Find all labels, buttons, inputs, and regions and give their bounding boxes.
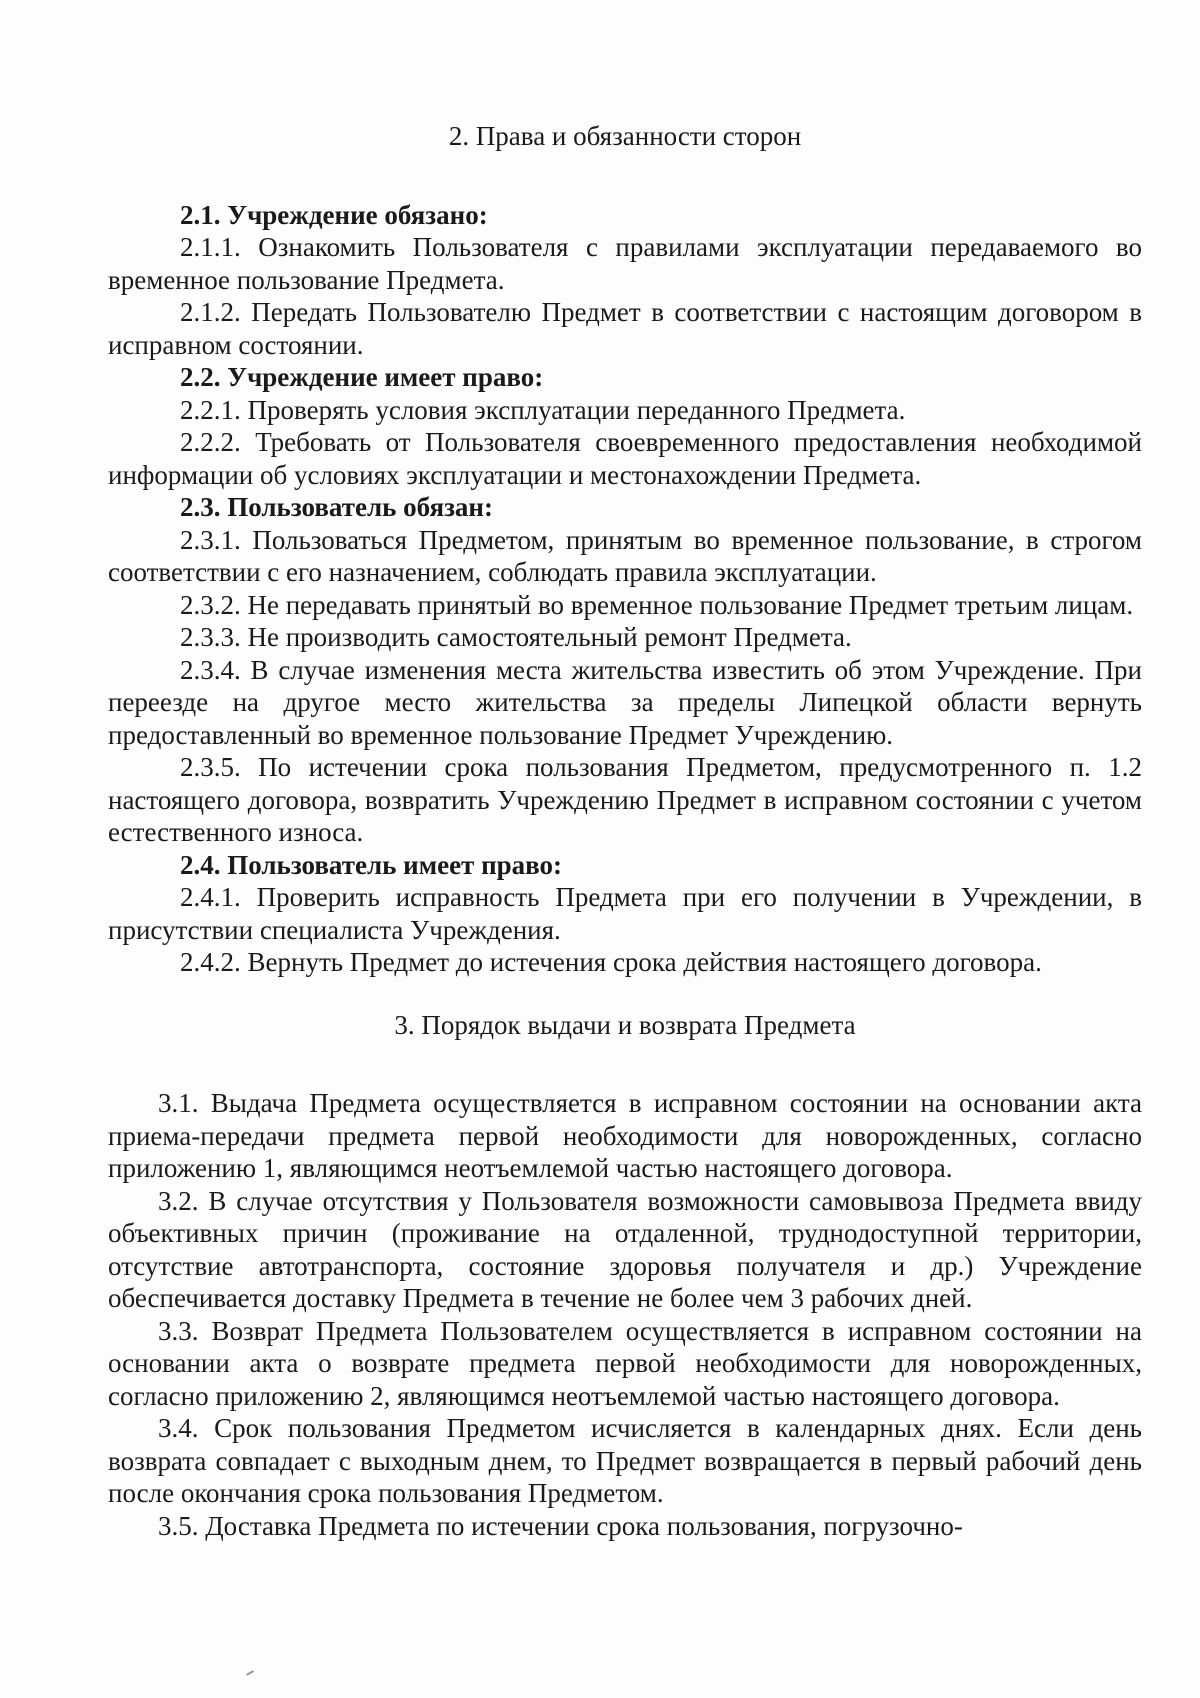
clause-paragraph: 2.2.1. Проверять условия эксплуатации переданного Предмета. [180,394,906,425]
clause-heading: 2.4. Пользователь имеет право: [180,849,563,880]
clause-paragraph: 2.4.2. Вернуть Предмет до истечения срока действия настоящего договора. [180,947,1042,977]
clause-paragraph: 2.1.1. Ознакомить Пользователя с правилами эксплуатации передаваемого во временное пользование Предмета. [108,232,1142,295]
clause-paragraph: 3.2. В случае отсутствия у Пользователя возможности самовывоза Предмета ввиду объективных причин (проживание на отдаленной, труднодоступной территории, отсутствие автотранспорта, состояние здоровья получателя и др.) Учреждение обеспечивается доставку Предмета в течение не более чем 3 рабочих дней. [108,1185,1142,1313]
section-title: 3. Порядок выдачи и возврата Предмета [394,1009,856,1040]
scan-artifact [246,1670,254,1676]
section-2 [108,120,1142,979]
clause-heading: 2.2. Учреждение имеет право: [180,362,544,392]
clause-paragraph: 3.4. Срок пользования Предметом исчисляется в календарных днях. Если день возврата совпадает с выходным днем, то Предмет возвращается в первый рабочий день после окончания срока пользования Предметом. [108,1413,1142,1508]
clause-heading: 2.1. Учреждение обязано: [180,199,488,230]
clause-paragraph: 3.1. Выдача Предмета осуществляется в исправном состоянии на основании акта приема-передачи предмета первой необходимости для новорожденных, согласно приложению 1, являющимся неотъемлемой частью настоящего договора. [108,1088,1142,1183]
section-title: 2. Права и обязанности сторон [448,121,802,151]
clause-paragraph: 2.3.3. Не производить самостоятельный ремонт Предмета. [180,622,852,652]
document-content [108,120,1142,1542]
section-3 [108,1009,1142,1543]
clause-paragraph: 2.1.2. Передать Пользователю Предмет в соответствии с настоящим договором в исправном состоянии. [108,297,1142,360]
clause-paragraph: 3.3. Возврат Предмета Пользователем осуществляется в исправном состоянии на основании акта о возврате предмета первой необходимости для новорожденных, согласно приложению 2, являющимся неотъемлемой частью настоящего договора. [108,1315,1142,1411]
clause-paragraph: 2.3.2. Не передавать принятый во временное пользование Предмет третьим лицам. [180,589,1134,620]
clause-paragraph: 2.4.1. Проверить исправность Предмета при его получении в Учреждении, в присутствии специалиста Учреждения. [108,882,1142,945]
clause-paragraph: 2.3.5. По истечении срока пользования Предметом, предусмотренного п. 1.2 настоящего договора, возвратить Учреждению Предмет в исправном состоянии с учетом естественного износа. [108,752,1142,847]
clause-paragraph: 2.3.4. В случае изменения места жительства известить об этом Учреждение. При переезде на другое место жительства за пределы Липецкой области вернуть предоставленный во временное пользование Предмет Учреждению. [108,654,1142,750]
clause-heading: 2.3. Пользователь обязан: [180,492,493,522]
clause-paragraph: 2.2.2. Требовать от Пользователя своевременного предоставления необходимой информации об условиях эксплуатации и местонахождении Предмета. [108,427,1142,490]
clause-paragraph: 2.3.1. Пользоваться Предметом, принятым во временное пользование, в строгом соответствии с его назначением, соблюдать правила эксплуатации. [108,524,1142,587]
clause-paragraph: 3.5. Доставка Предмета по истечении срока пользования, погрузочно- [158,1510,963,1541]
